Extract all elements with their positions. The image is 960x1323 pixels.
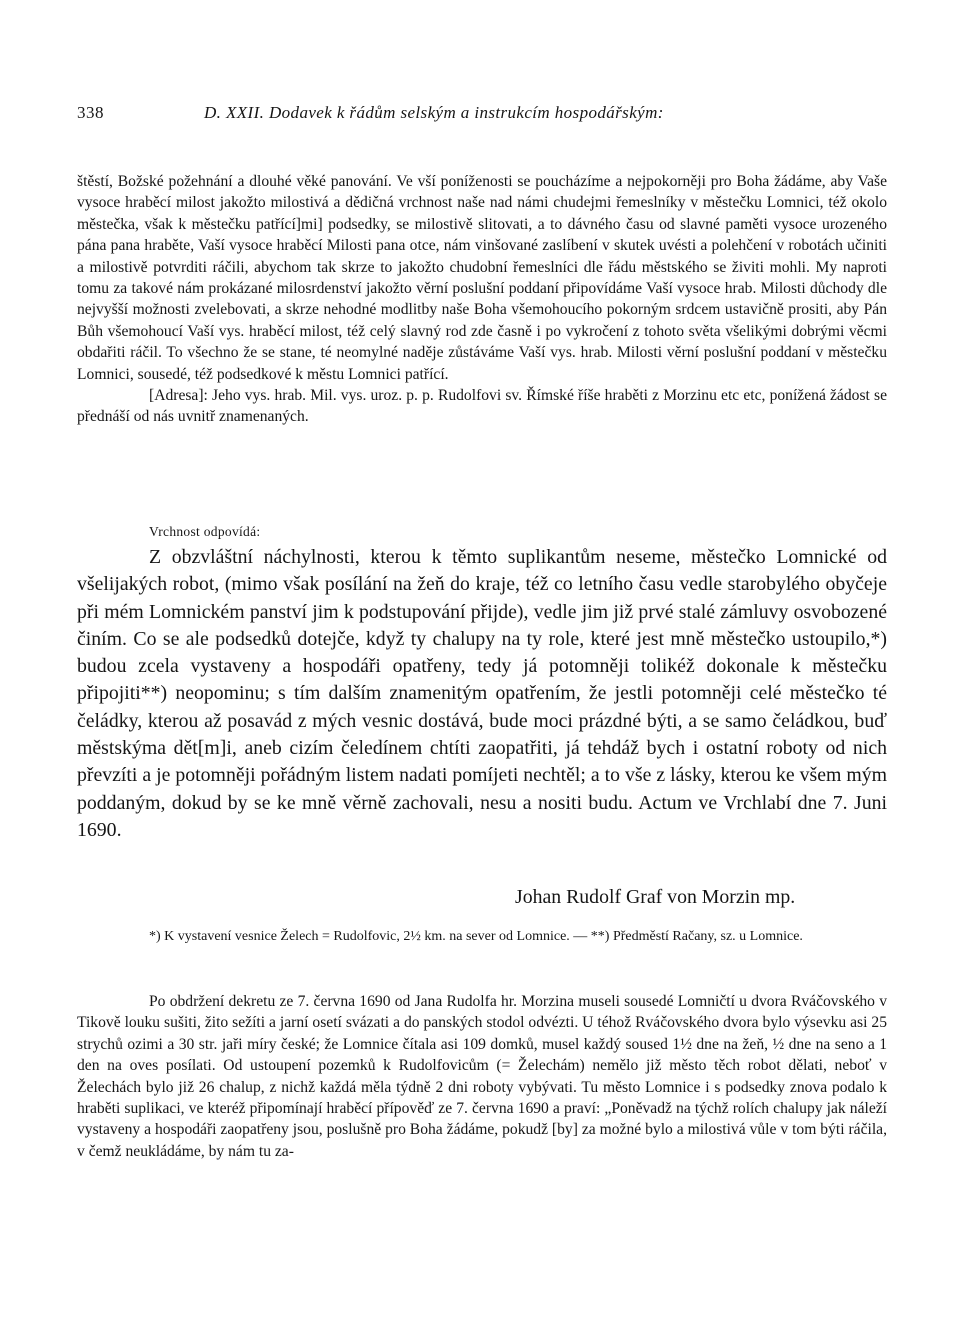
page-header xyxy=(77,103,887,129)
decree-label: Vrchnost odpovídá: xyxy=(149,524,261,539)
petition-body: štěstí, Božské požehnání a dlouhé věké panování. Ve vší poníženosti se poucházíme a nejpokorněji pro Boha žádáme, aby Vaše vysoce hraběcí milost jakožto milostivá a dědičná vrchnost naše nad námi chudejmi řemeslníky v městečku Lomnici, též okolo městečka, však k městečku patřící]mi] podsedky, se milostivě slitovati, a to dávného času od slavné paměti vysoce urozeného pána pana hraběte, Vaší vysoce hraběcí Milosti pana otce, nám vinšované zaslíbení v skutek uvésti a polehčení v robotách učiniti a milostivě potvrditi ráčili, abychom tak skrze to jakožto chudobní řemeslníci dle řádu městského se živiti mohli. My naproti tomu za takové nám prokázané milosrdenství jakožto věrní poslušní poddaní připovídáme Vaší vysoce hrab. Milosti důchody dle nejvyšší možnosti zvelebovati, a skrze nehodné modlitby naše Boha všemohoucího pokorným srdcem ustavičně prositi, aby Pán Bůh všemohoucí Vaší vys. hraběcí milost, též celý slavný rod zde časně i po vykročení z tohoto světa všelikými dobrými věcmi obdařiti ráčil. To všechno že se stane, té neomylné naděje zůstáváme Vaší vys. hrab. Milosti věrní poslušní poddaní v městečku Lomnici, sousedé, též podsedkové k městu Lomnici patřící. xyxy=(77,173,887,383)
petition-address: [Adresa]: Jeho vys. hrab. Mil. vys. uroz. p. p. Rudolfovi sv. Římské říše hraběti z Morzinu etc etc, ponížená žádost se přednáší od nás uvnitř znamenaných. xyxy=(77,387,887,426)
after-text xyxy=(77,991,887,1162)
page-number: 338 xyxy=(77,103,104,122)
decree-signature: Johan Rudolf Graf von Morzin mp. xyxy=(515,886,796,908)
footnote xyxy=(77,927,887,947)
decree-body: Z obzvláštní náchylnosti, kterou k těmto suplikantům neseme, městečko Lomnické od všelijakých robot, (mimo však posílání na žeň do kraje, též co letního času vedle starobylého obyčeje při mém Lomnickém panství jim k podstupování přijde), vedle jim již prvé stalé zámluvy osvobozené činím. Co se ale podsedků dotejče, když ty chalupy na ty role, které jest mně městečko ustoupilo,*) budou zcela vystaveny a hospodáři opatřeny, tedy já potomněji tolikéž dokonale k městečku připojiti**) neopominu; s tím dalším znamenitým opatřením, že jestli potomněji celé městečko té čeládky, kterou až posavád z mých vesnic dostává, bude moci prázdné býti, a se samo čeládkou, buď městskýma dět[m]i, aneb cizím čeledínem chtíti zaopatřiti, já tehdáž bych i ostatní roboty od nich převzíti a je potomněji pořádným listem nadati pomíjeti nechtěl; a to vše z lásky, kterou ke všem mým poddaným, dokud by se ke mně věrně zachovali, nesu a nositi budu. Actum ve Vrchlabí dne 7. Juni 1690. xyxy=(77,546,887,841)
petition-text xyxy=(77,171,887,428)
decree-text xyxy=(77,544,887,844)
footnote-text: *) K vystavení vesnice Želech = Rudolfovic, 2½ km. na sever od Lomnice. — **) Předměstí Račany, sz. u Lomnice. xyxy=(149,929,803,944)
after-body: Po obdržení dekretu ze 7. června 1690 od Jana Rudolfa hr. Morzina museli sousedé Lomničtí u dvora Rváčovského v Tikově louku sušiti, žito sežíti a jarní osetí svázati a do panských stodol odvézti. U téhož Rváčovského dvora bylo výsevku asi 25 strychů ozimi a 30 str. jaři míry české; že Lomnice čítala asi 109 domků, musel každý soused 1½ dne na žeň, ½ dne na seno a 1 den na oves posílati. Od ustoupení pozemků k Rudolfovicům (= Želechám) nemělo již město těch robot dělati, neboť v Želechách bylo již 26 chalup, z nichž každá měla týdně 2 dni roboty vybývati. Tu město Lomnice i s podsedky znova podalo k hraběti suplikaci, ve kteréž připomínají hraběcí přípověď ze 7. června 1690 a praví: „Poněvadž na týchž rolích chalupy jak náleží vystaveny a hospodáři zaopatřeny jsou, poslušně pro Boha žádáme, pokudž [by] za možné bylo a milostivá vůle v tom býti ráčila, v čemž neukládáme, by nám tu za- xyxy=(77,993,887,1160)
running-title: D. XXII. Dodavek k řádům selským a instrukcím hospodářským: xyxy=(204,103,664,122)
